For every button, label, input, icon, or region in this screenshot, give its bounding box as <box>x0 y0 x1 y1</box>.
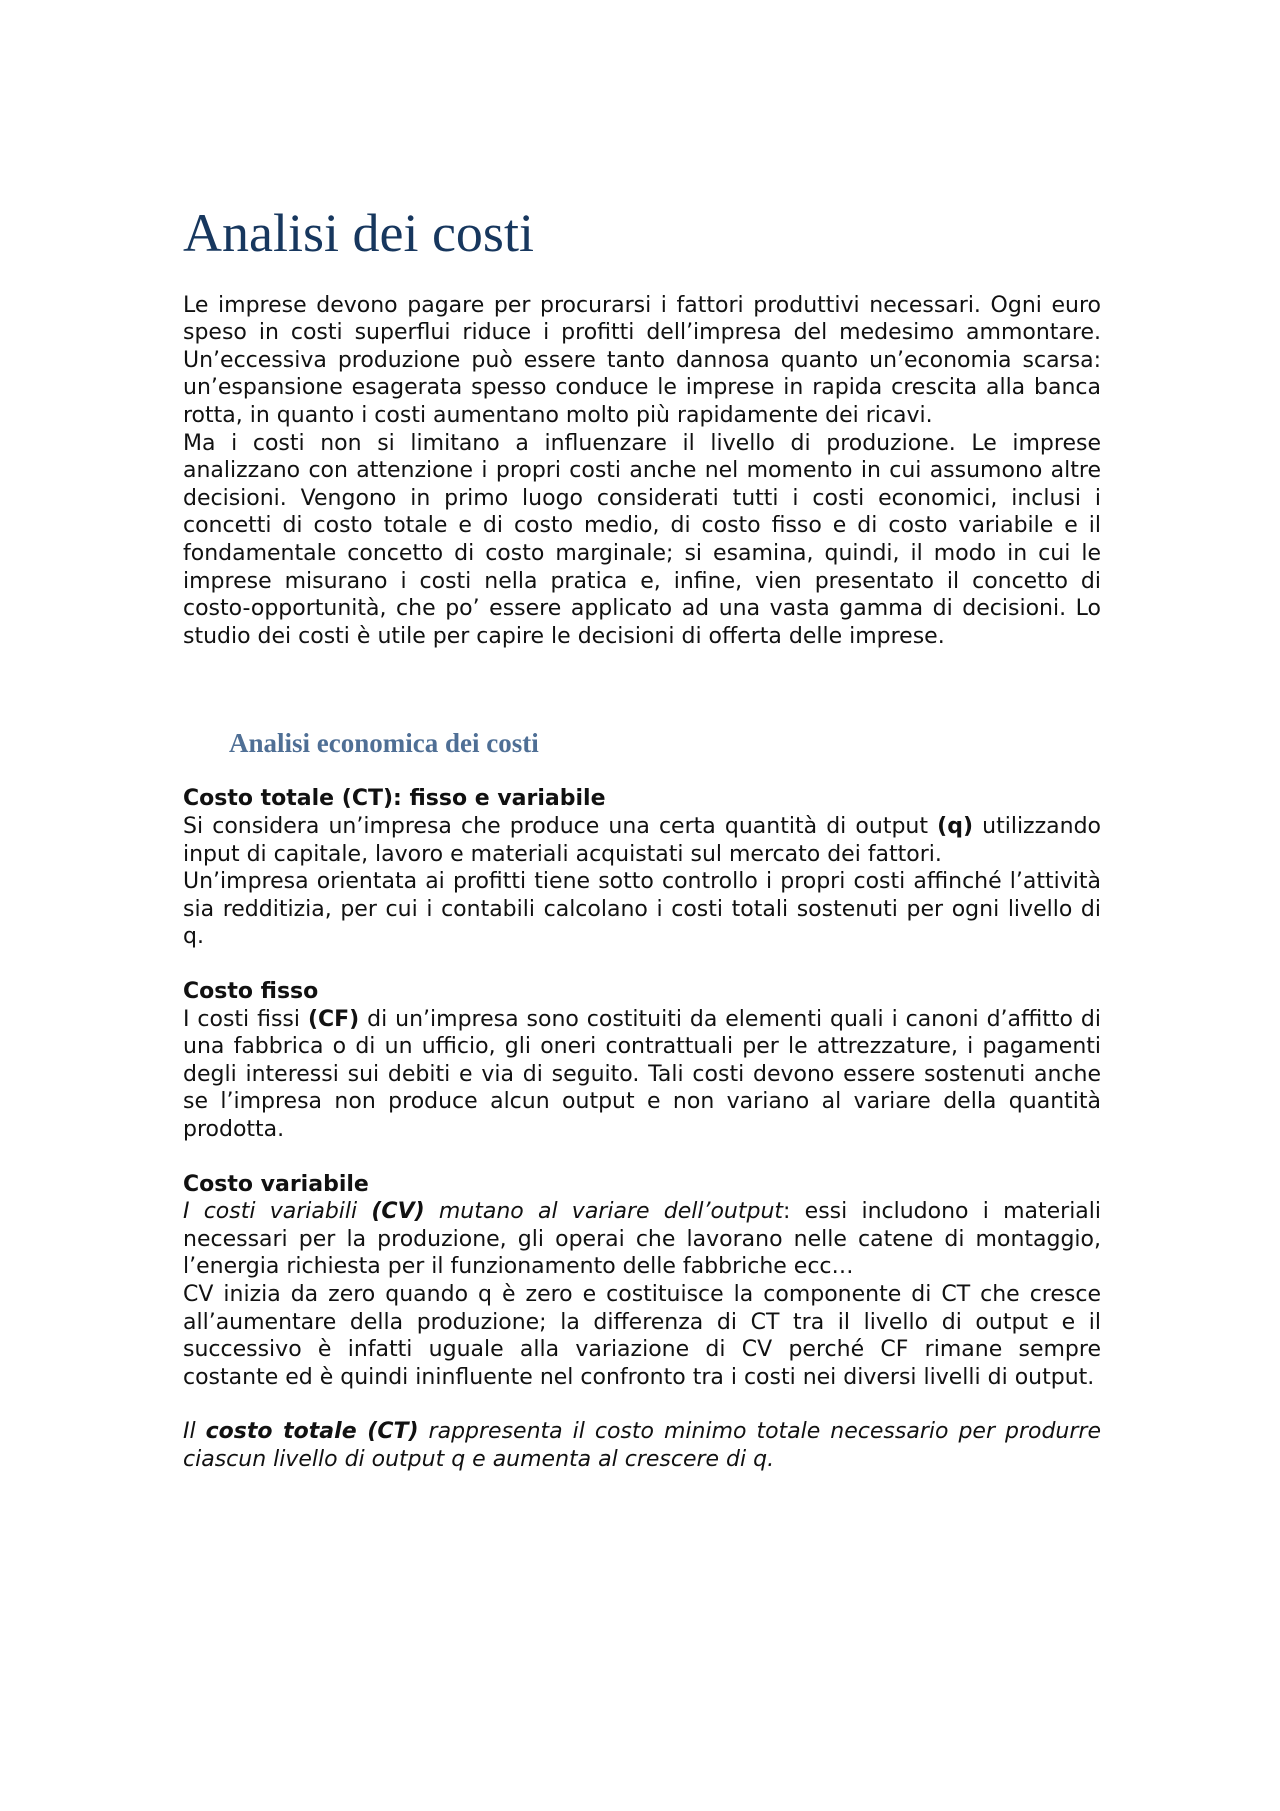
bold-term: (CF) <box>307 1006 360 1032</box>
italic-span: I costi variabili <box>183 1199 372 1225</box>
costo-variabile-paragraph-2: CV inizia da zero quando q è zero e costituisce la componente di CT che cresce all’aumentare della produzione; la differenza di CT tra il livello di output e il successivo è infatti uguale alla variazione di CV perché CF rimane sempre costante ed è quindi ininfluente nel confronto tra i costi nei diversi livelli di output. <box>183 1281 1101 1390</box>
summary-paragraph <box>183 1418 1101 1473</box>
page-title: Analisi dei costi <box>183 203 534 263</box>
text-span: di un’impresa sono costituiti da elementi quali i canoni d’affitto di una fabbrica o di un ufficio, gli oneri contrattuali per le attrezzature, i pagamenti degli interessi sui debiti e via di seguito. Tali costi devono essere sostenuti anche se l’impresa non produce alcun output e non variano al variare della quantità prodotta. <box>183 1006 1102 1142</box>
costo-variabile-block <box>183 1171 1101 1392</box>
costo-totale-paragraph-1 <box>183 813 1101 868</box>
costo-totale-heading: Costo totale (CT): fisso e variabile <box>183 786 606 812</box>
intro-paragraph-2: Ma i costi non si limitano a influenzare il livello di produzione. Le imprese analizzano con attenzione i propri costi anche nel momento in cui assumono altre decisioni. Vengono in primo luogo considerati tutti i costi economici, inclusi i concetti di costo totale e di costo medio, di costo fisso e di costo variabile e il fondamentale concetto di costo marginale; si esamina, quindi, il modo in cui le imprese misurano i costi nella pratica e, infine, vien presentato il concetto di costo-opportunità, che po’ essere applicato ad una vasta gamma di decisioni. Lo studio dei costi è utile per capire le decisioni di offerta delle imprese. <box>183 430 1101 649</box>
costo-fisso-paragraph <box>183 1006 1101 1144</box>
costo-variabile-paragraph-1 <box>183 1198 1101 1281</box>
costo-totale-paragraph-2: Un’impresa orientata ai profitti tiene sotto controllo i propri costi affinché l’attività sia redditizia, per cui i contabili calcolano i costi totali sostenuti per ogni livello di q. <box>183 869 1101 950</box>
text-span: rappresenta il costo minimo totale necessario per produrre ciascun livello di output q e aumenta al crescere di q. <box>183 1419 1101 1472</box>
bold-italic-term: (CV) <box>371 1199 425 1225</box>
intro-paragraph-1: Le imprese devono pagare per procurarsi i fattori produttivi necessari. Ogni euro speso in costi superflui riduce i profitti dell’impresa del medesimo ammontare. Un’eccessiva produzione può essere tanto dannosa quanto un’economia scarsa: un’espansione esagerata spesso conduce le imprese in rapida crescita alla banca rotta, in quanto i costi aumentano molto più rapidamente dei ricavi. <box>183 292 1101 429</box>
bold-term: (q) <box>937 814 973 839</box>
costo-totale-block <box>183 785 1101 951</box>
text-span: Il <box>183 1419 206 1445</box>
section-heading: Analisi economica dei costi <box>229 728 539 759</box>
bold-italic-term: costo totale (CT) <box>205 1419 419 1445</box>
document-body <box>183 205 1101 1473</box>
text-span: : essi includono i materiali necessari per la produzione, gli operai che lavorano nelle catene di montaggio, l’energia richiesta per il funzionamento delle fabbriche ecc… <box>183 1199 1102 1280</box>
costo-fisso-block <box>183 978 1101 1144</box>
costo-variabile-heading: Costo variabile <box>183 1171 369 1197</box>
italic-span: mutano al variare dell’output <box>424 1199 784 1225</box>
costo-fisso-heading: Costo fisso <box>183 978 319 1004</box>
text-span: utilizzando input di capitale, lavoro e materiali acquistati sul mercato dei fattori. <box>183 814 1101 867</box>
text-span: I costi fissi <box>183 1006 308 1032</box>
text-span: Si considera un’impresa che produce una certa quantità di output <box>183 814 938 839</box>
